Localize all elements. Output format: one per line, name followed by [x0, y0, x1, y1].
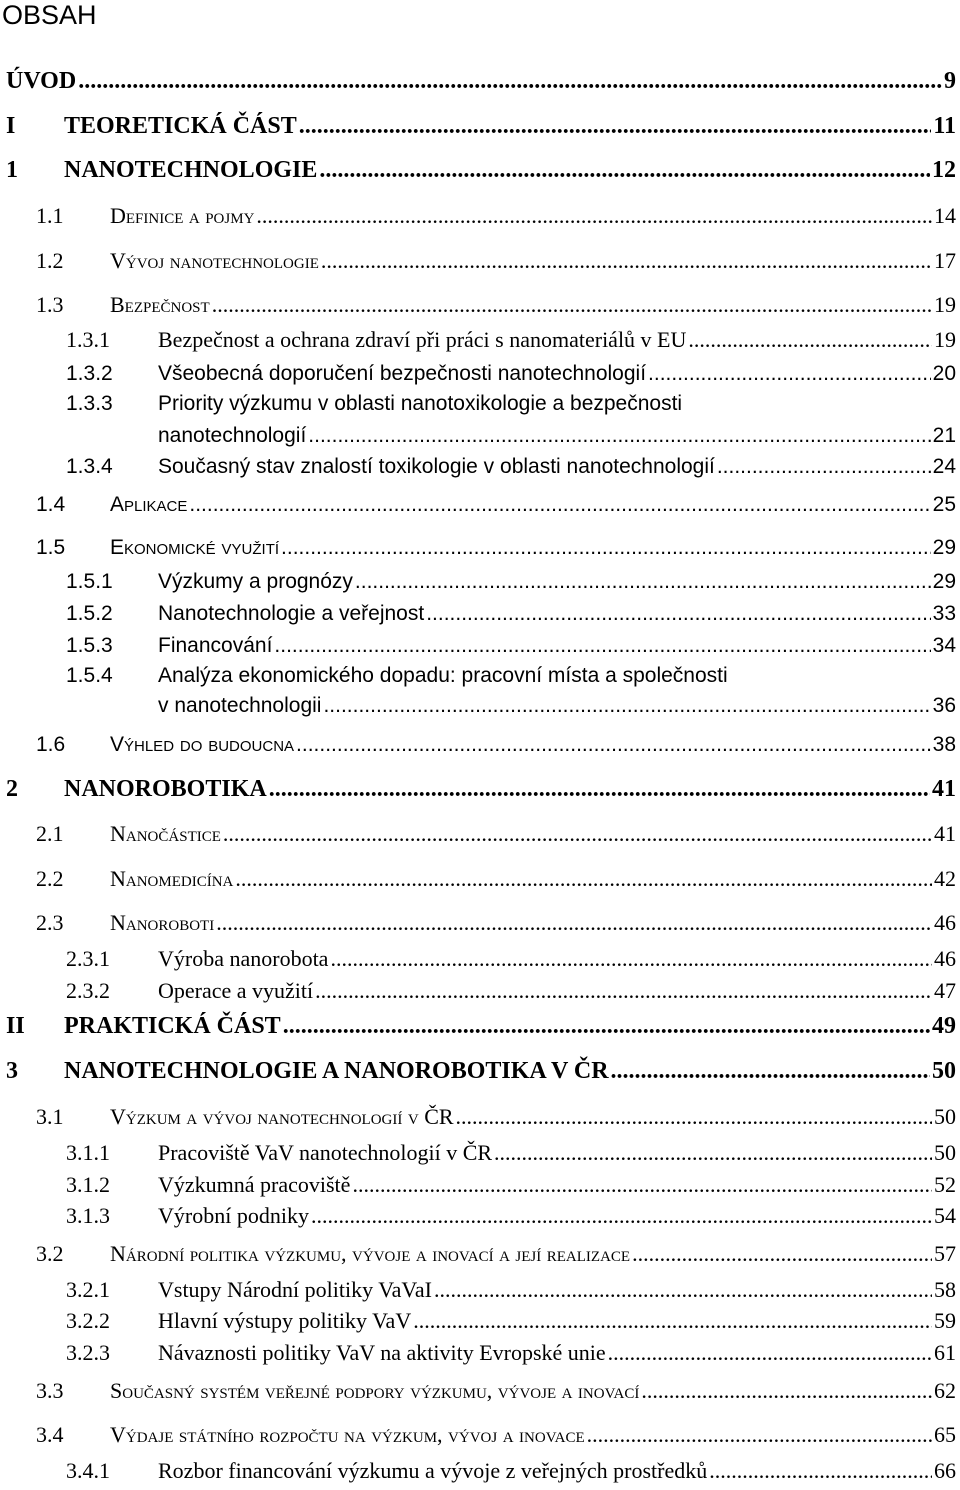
toc-entry-page: 17: [934, 248, 956, 273]
toc-entry-page: 50: [934, 1140, 956, 1165]
toc-entry-page: 41: [934, 821, 956, 846]
toc-entry-number: 3.4.1: [66, 1458, 110, 1483]
toc-entry-title-cont: nanotechnologií: [158, 424, 307, 447]
toc-entry-page: 9: [944, 68, 956, 94]
toc-entry[interactable]: [6, 1013, 956, 1040]
toc-entry-number: 2.3.1: [66, 946, 110, 971]
toc-entry-page: 58: [934, 1277, 956, 1302]
dot-leader: [256, 203, 932, 229]
toc-entry-page: 46: [934, 946, 956, 971]
toc-entry-page: 46: [934, 910, 956, 935]
dot-leader: [299, 113, 932, 140]
toc-entry-page: 49: [932, 1013, 956, 1039]
toc-entry-title: NANOTECHNOLOGIE A NANOROBOTIKA V ČR: [64, 1058, 609, 1084]
dot-leader: [608, 1340, 932, 1366]
dot-leader: [587, 1422, 932, 1448]
toc-entry-page: 50: [934, 1104, 956, 1129]
toc-entry-number: 2.1: [36, 821, 64, 846]
toc-entry-page: 42: [934, 866, 956, 891]
toc-entry-number: 1.6: [36, 733, 66, 756]
toc-entry-number: 3.2.3: [66, 1340, 110, 1365]
dot-leader: [296, 733, 931, 757]
toc-entry-title: Vývoj nanotechnologie: [110, 248, 319, 273]
dot-leader: [321, 248, 932, 274]
toc-entry-page: 24: [932, 455, 956, 478]
toc-entry[interactable]: [36, 1378, 956, 1404]
toc-entry-number: 3.2: [36, 1241, 64, 1266]
toc-entry[interactable]: [66, 1458, 956, 1484]
toc-entry-title: Bezpečnost: [110, 292, 210, 317]
toc-entry-number: 1.3.2: [66, 362, 113, 385]
toc-entry[interactable]: [36, 203, 956, 229]
toc-entry[interactable]: [66, 1340, 956, 1366]
dot-leader: [281, 536, 931, 560]
toc-entry-page: 50: [932, 1058, 956, 1084]
toc-entry-number: 2.3: [36, 910, 64, 935]
toc-entry-title: Ekonomické využití: [110, 536, 280, 559]
toc-entry[interactable]: [158, 424, 956, 448]
toc-entry[interactable]: [66, 634, 956, 658]
toc-entry-number: 1.3: [36, 292, 64, 317]
toc-entry-number: 1.5.3: [66, 634, 113, 657]
toc-entry[interactable]: [66, 602, 956, 626]
toc-entry-title: Výhled do budoucna: [110, 733, 295, 756]
toc-entry-page: 34: [932, 634, 956, 657]
toc-entry-title: Všeobecná doporučení bezpečnosti nanotechnologií: [158, 362, 647, 385]
toc-entry-page: 21: [932, 424, 956, 447]
toc-entry-title: NANOROBOTIKA: [64, 776, 267, 802]
toc-entry[interactable]: [66, 327, 956, 353]
toc-entry[interactable]: [36, 1422, 956, 1448]
toc-entry-title: Výzkumná pracoviště: [158, 1172, 351, 1197]
toc-entry-title: Aplikace: [110, 493, 188, 516]
toc-entry-page: 12: [932, 157, 956, 183]
toc-entry[interactable]: [66, 1172, 956, 1198]
toc-entry-number: 1.4: [36, 493, 66, 516]
toc-entry[interactable]: [6, 113, 956, 140]
toc-entry[interactable]: [6, 68, 956, 95]
dot-leader: [611, 1058, 930, 1085]
dot-leader: [223, 821, 932, 847]
toc-entry-title: Nanoroboti: [110, 910, 215, 935]
dot-leader: [274, 634, 930, 658]
toc-entry-page: 36: [932, 694, 956, 717]
toc-entry-number: 1: [6, 157, 18, 183]
toc-entry-number: II: [6, 1013, 25, 1039]
dot-leader: [216, 910, 932, 936]
toc-entry[interactable]: [66, 978, 956, 1004]
dot-leader: [323, 694, 930, 718]
toc-entry-page: 20: [932, 362, 956, 385]
dot-leader: [426, 602, 930, 626]
toc-entry-title: Nanomedicína: [110, 866, 234, 891]
toc-entry-title: Výzkum a vývoj nanotechnologií v ČR: [110, 1104, 454, 1129]
toc-entry-number: 3.3: [36, 1378, 64, 1403]
toc-entry-title: Návaznosti politiky VaV na aktivity Evropské unie: [158, 1340, 606, 1365]
toc-entry-number: 3.1.1: [66, 1140, 110, 1165]
toc-entry[interactable]: [66, 455, 956, 479]
dot-leader: [189, 493, 930, 517]
toc-entry-page: 14: [934, 203, 956, 228]
toc-entry[interactable]: [66, 1140, 956, 1166]
toc-entry-number: 1.5.4: [66, 664, 113, 687]
dot-leader: [311, 1203, 932, 1229]
toc-entry-title: Výzkumy a prognózy: [158, 570, 353, 593]
toc-entry-number: 1.3.4: [66, 455, 113, 478]
toc-entry-page: 66: [934, 1458, 956, 1483]
toc-entry-page: 52: [934, 1172, 956, 1197]
dot-leader: [355, 570, 931, 594]
toc-entry-title-cont: v nanotechnologii: [158, 694, 322, 717]
toc-entry[interactable]: [66, 1277, 956, 1303]
toc-entry-title: Definice a pojmy: [110, 203, 255, 228]
toc-entry[interactable]: [36, 821, 956, 847]
dot-leader: [235, 866, 932, 892]
toc-entry[interactable]: [6, 157, 956, 184]
dot-leader: [212, 292, 932, 318]
toc-entry-page: 19: [934, 292, 956, 317]
toc-entry-page: 33: [932, 602, 956, 625]
toc-entry[interactable]: [36, 493, 956, 517]
dot-leader: [352, 1172, 932, 1198]
toc-entry-title: Vstupy Národní politiky VaVaI: [158, 1277, 432, 1302]
toc-entry[interactable]: [6, 776, 956, 803]
toc-entry[interactable]: [66, 1203, 956, 1229]
toc-entry-title: Financování: [158, 634, 273, 657]
dot-leader: [330, 946, 932, 972]
toc-entry-title: Pracoviště VaV nanotechnologií v ČR: [158, 1140, 493, 1165]
toc-entry-title: Analýza ekonomického dopadu: pracovní místa a společnosti: [158, 664, 728, 687]
dot-leader: [494, 1140, 932, 1166]
toc-entry-number: 3.2.1: [66, 1277, 110, 1302]
dot-leader: [456, 1104, 932, 1130]
dot-leader: [413, 1308, 932, 1334]
toc-entry-page: 41: [932, 776, 956, 802]
toc-entry[interactable]: [158, 694, 956, 718]
toc-entry[interactable]: [66, 946, 956, 972]
toc-entry-title: ÚVOD: [6, 68, 77, 94]
dot-leader: [709, 1458, 932, 1484]
toc-entry-title: Nanotechnologie a veřejnost: [158, 602, 425, 625]
toc-entry[interactable]: [36, 866, 956, 892]
toc-entry-first-line[interactable]: [66, 392, 682, 416]
toc-entry-number: 1.5.2: [66, 602, 113, 625]
toc-entry-page: 11: [933, 113, 956, 139]
toc-entry-title: Výroba nanorobota: [158, 946, 329, 971]
dot-leader: [315, 978, 932, 1004]
toc-entry-number: 1.1: [36, 203, 64, 228]
toc-entry-title: Hlavní výstupy politiky VaV: [158, 1308, 412, 1333]
page-title: OBSAH: [2, 0, 97, 30]
toc-entry-page: 25: [932, 493, 956, 516]
toc-entry-title: Současný systém veřejné podpory výzkumu, vývoje a inovací: [110, 1378, 640, 1403]
toc-entry[interactable]: [36, 536, 956, 560]
toc-entry-title: Výdaje státního rozpočtu na výzkum, vývoj a inovace: [110, 1422, 585, 1447]
toc-entry-number: 3.1.3: [66, 1203, 110, 1228]
toc-entry[interactable]: [36, 910, 956, 936]
dot-leader: [319, 157, 930, 184]
toc-entry-title: Bezpečnost a ochrana zdraví při práci s nanomateriálů v EU: [158, 327, 687, 352]
toc-entry[interactable]: [36, 292, 956, 318]
toc-entry-title: Nanočástice: [110, 821, 221, 846]
toc-entry-title: Priority výzkumu v oblasti nanotoxikologie a bezpečnosti: [158, 392, 683, 415]
toc-entry-number: 1.3.1: [66, 327, 110, 352]
toc-entry-number: 1.5: [36, 536, 66, 559]
toc-entry-title: NANOTECHNOLOGIE: [64, 157, 318, 183]
toc-entry-page: 62: [934, 1378, 956, 1403]
toc-entry-title: Národní politika výzkumu, vývoje a inovací a její realizace: [110, 1241, 631, 1266]
toc-entry[interactable]: [36, 733, 956, 757]
toc-entry-number: 3: [6, 1058, 18, 1084]
toc-entry-page: 57: [934, 1241, 956, 1266]
dot-leader: [641, 1378, 932, 1404]
toc-entry[interactable]: [36, 248, 956, 274]
toc-entry[interactable]: [66, 362, 956, 386]
toc-entry[interactable]: [36, 1241, 956, 1267]
toc-entry-title: PRAKTICKÁ ČÁST: [64, 1013, 281, 1039]
toc-entry-number: 1.3.3: [66, 392, 113, 415]
toc-entry[interactable]: [66, 1308, 956, 1334]
toc-entry-page: 47: [934, 978, 956, 1003]
toc-entry-page: 29: [932, 536, 956, 559]
toc-entry-page: 19: [934, 327, 956, 352]
dot-leader: [717, 455, 931, 479]
toc-entry-title: Rozbor financování výzkumu a vývoje z veřejných prostředků: [158, 1458, 708, 1483]
toc-entry-page: 29: [932, 570, 956, 593]
dot-leader: [283, 1013, 930, 1040]
toc-entry[interactable]: [6, 1058, 956, 1085]
dot-leader: [648, 362, 931, 386]
dot-leader: [688, 327, 932, 353]
toc-entry-number: 2: [6, 776, 18, 802]
toc-entry[interactable]: [66, 570, 956, 594]
toc-entry-first-line[interactable]: [66, 664, 728, 688]
dot-leader: [632, 1241, 932, 1267]
toc-entry-number: 1.5.1: [66, 570, 113, 593]
toc-entry-number: 3.4: [36, 1422, 64, 1447]
toc-entry-number: 3.1.2: [66, 1172, 110, 1197]
toc-entry-title: Výrobní podniky: [158, 1203, 309, 1228]
toc-entry-number: I: [6, 113, 16, 139]
dot-leader: [308, 424, 930, 448]
toc-entry[interactable]: [36, 1104, 956, 1130]
toc-entry-page: 59: [934, 1308, 956, 1333]
toc-entry-number: 3.1: [36, 1104, 64, 1129]
toc-entry-title: TEORETICKÁ ČÁST: [64, 113, 297, 139]
toc-entry-number: 3.2.2: [66, 1308, 110, 1333]
toc-entry-number: 1.2: [36, 248, 64, 273]
toc-entry-number: 2.2: [36, 866, 64, 891]
toc-entry-title: Současný stav znalostí toxikologie v oblasti nanotechnologií: [158, 455, 715, 478]
toc-entry-page: 38: [932, 733, 956, 756]
toc-entry-page: 65: [934, 1422, 956, 1447]
toc-entry-page: 54: [934, 1203, 956, 1228]
dot-leader: [434, 1277, 932, 1303]
toc-entry-number: 2.3.2: [66, 978, 110, 1003]
dot-leader: [78, 68, 942, 95]
toc-entry-page: 61: [934, 1340, 956, 1365]
toc-entry-title: Operace a využití: [158, 978, 314, 1003]
dot-leader: [269, 776, 930, 803]
